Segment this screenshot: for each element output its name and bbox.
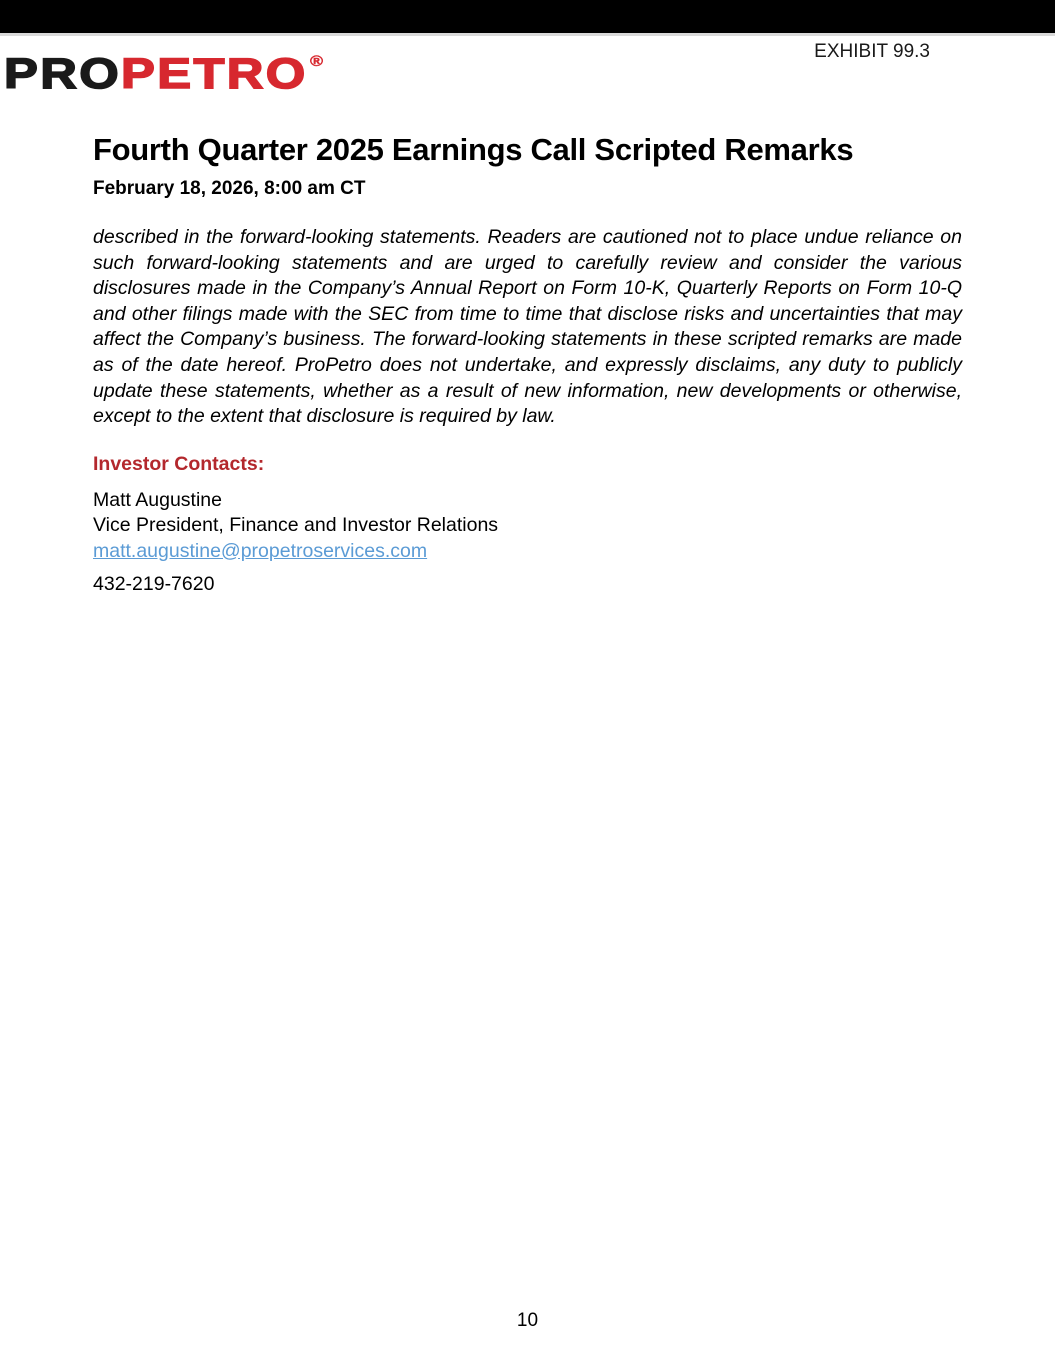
contact-email-link[interactable]: matt.augustine@propetroservices.com bbox=[93, 539, 428, 562]
date-line: February 18, 2026, 8:00 am CT bbox=[93, 178, 366, 199]
contact-job-title: Vice President, Finance and Investor Relations bbox=[93, 514, 499, 537]
top-black-bar bbox=[0, 0, 1055, 36]
propetro-logo bbox=[4, 40, 325, 96]
logo-text-petro: PETRO bbox=[121, 50, 308, 98]
forward-looking-disclaimer-paragraph: described in the forward-looking statements. Readers are cautioned not to place undue reliance on such forward-looking statements and are urged to carefully review and consider the various disclosures made in the Company’s Annual Report on Form 10-K, Quarterly Reports on Form 10-Q and other filings made with the SEC from time to time that disclose risks and uncertainties that may affect the Company’s business. The forward-looking statements in these scripted remarks are made as of the date hereof. ProPetro does not undertake, and expressly disclaims, any duty to publicly update these statements, whether as a result of new information, new developments or otherwise, except to the extent that disclosure is required by law. bbox=[93, 226, 962, 428]
contact-phone: 432-219-7620 bbox=[93, 573, 215, 596]
contact-name: Matt Augustine bbox=[93, 488, 222, 511]
page-number: 10 bbox=[516, 1310, 539, 1331]
exhibit-label: EXHIBIT 99.3 bbox=[814, 41, 930, 62]
registered-trademark-icon: ® bbox=[310, 53, 326, 70]
logo-text-pro: PRO bbox=[4, 50, 122, 98]
document-body bbox=[93, 131, 962, 598]
page-title: Fourth Quarter 2025 Earnings Call Scripted Remarks bbox=[93, 132, 854, 167]
investor-contacts-heading: Investor Contacts: bbox=[93, 452, 265, 475]
